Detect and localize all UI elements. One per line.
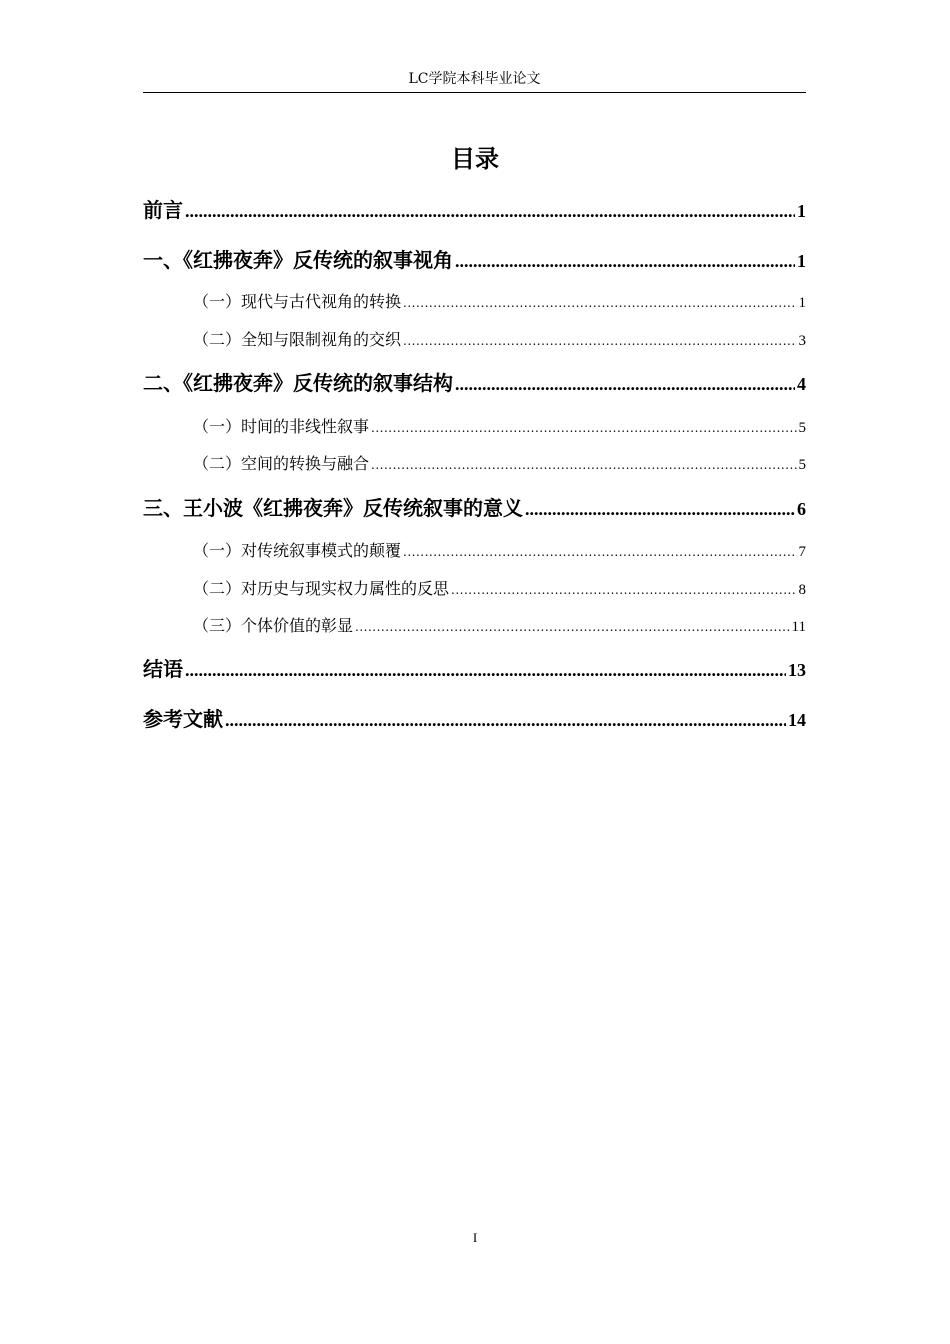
toc-leader-dots	[451, 578, 796, 602]
toc-entry-page: 1	[798, 295, 806, 311]
toc-leader-dots	[403, 540, 796, 564]
toc-entry-page: 13	[788, 660, 806, 680]
toc-entry-label: 参考文献	[143, 707, 223, 731]
toc-entry-section-2-2[interactable]	[193, 452, 806, 476]
toc-entry-label: （三）个体价值的彰显	[193, 616, 354, 635]
toc-leader-dots	[403, 329, 796, 353]
toc-entry-label: 三、王小波《红拂夜奔》反传统叙事的意义	[143, 496, 523, 520]
toc-leader-dots	[455, 369, 795, 399]
toc-leader-dots	[225, 705, 786, 735]
page-number: I	[472, 1230, 478, 1245]
toc-entry-section-3-1[interactable]	[193, 539, 806, 563]
toc-entry-section-1-1[interactable]	[193, 290, 806, 314]
toc-leader-dots	[371, 453, 796, 477]
toc-entry-page: 4	[797, 374, 806, 394]
toc-leader-dots	[371, 416, 796, 440]
toc-entry-page: 8	[798, 582, 806, 598]
toc-leader-dots	[355, 615, 790, 639]
toc-entry-label: （二）空间的转换与融合	[193, 454, 370, 473]
toc-leader-dots	[185, 196, 795, 226]
toc-entry-conclusion[interactable]	[143, 654, 806, 684]
toc-leader-dots	[403, 291, 796, 315]
toc-entry-section-2-1[interactable]	[193, 415, 806, 439]
toc-entry-page: 3	[798, 333, 806, 349]
toc-entry-section-3-2[interactable]	[193, 577, 806, 601]
toc-entry-label: 一、《红拂夜奔》反传统的叙事视角	[143, 248, 453, 272]
toc-leader-dots	[455, 246, 795, 276]
toc-entry-page: 7	[798, 544, 806, 560]
toc-entry-references[interactable]	[143, 704, 806, 734]
toc-entry-page: 5	[798, 457, 806, 473]
toc-entry-section-3-3[interactable]	[193, 614, 806, 638]
toc-entry-preface[interactable]	[143, 195, 806, 225]
page-header	[143, 66, 806, 93]
toc-entry-label: （二）对历史与现实权力属性的反思	[193, 579, 450, 598]
toc-entry-label: （一）对传统叙事模式的颠覆	[193, 541, 402, 560]
toc-entry-page: 5	[798, 420, 806, 436]
toc-entry-page: 11	[791, 619, 806, 635]
toc-entry-label: （一）现代与古代视角的转换	[193, 292, 402, 311]
header-text: LC学院本科毕业论文	[408, 71, 541, 87]
toc-entry-label: （二）全知与限制视角的交织	[193, 330, 402, 349]
toc-entry-label: （一）时间的非线性叙事	[193, 417, 370, 436]
toc-entry-page: 6	[797, 499, 806, 519]
toc-entry-label: 二、《红拂夜奔》反传统的叙事结构	[143, 371, 453, 395]
toc-entry-label: 前言	[143, 198, 183, 222]
toc-entry-label: 结语	[143, 657, 183, 681]
toc-entry-chapter-1[interactable]	[143, 245, 806, 275]
toc-title: 目录	[451, 145, 499, 173]
toc-entry-page: 1	[797, 201, 806, 221]
toc-leader-dots	[185, 655, 786, 685]
toc-entry-chapter-2[interactable]	[143, 368, 806, 398]
toc-entry-section-1-2[interactable]	[193, 328, 806, 352]
toc-entry-page: 1	[797, 251, 806, 271]
toc-entry-page: 14	[788, 710, 806, 730]
toc-entry-chapter-3[interactable]	[143, 493, 806, 523]
toc-leader-dots	[525, 494, 795, 524]
